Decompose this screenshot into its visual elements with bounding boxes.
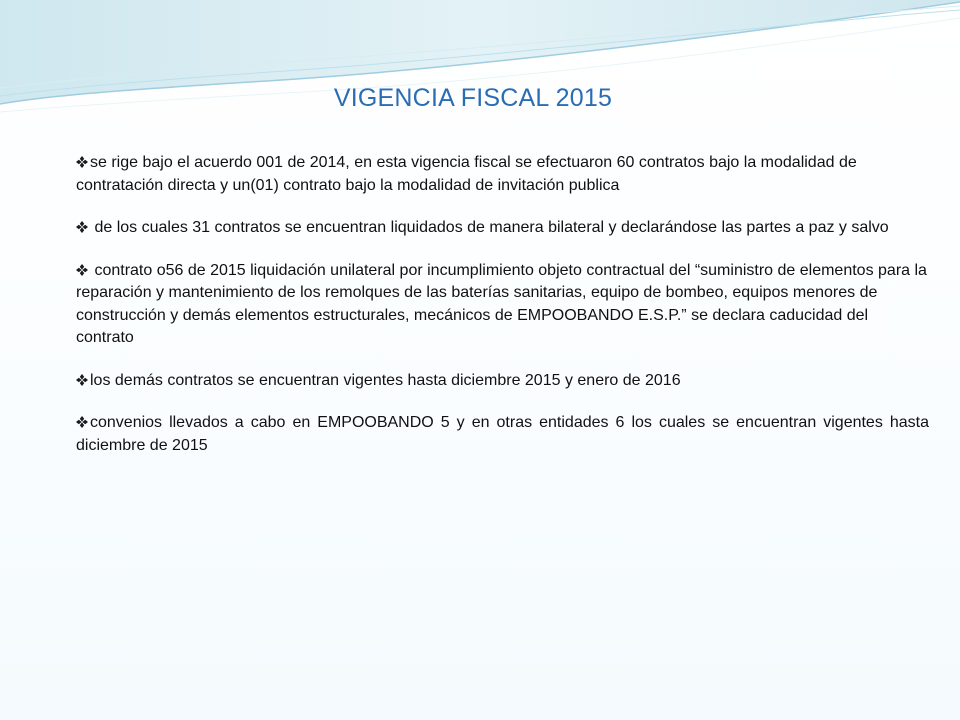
bullet-list <box>76 152 929 477</box>
four-diamond-bullet-icon <box>76 264 88 276</box>
bullet-text: de los cuales 31 contratos se encuentran liquidados de manera bilateral y declarándose las partes a paz y salvo <box>90 219 889 236</box>
four-diamond-bullet-icon <box>76 374 88 386</box>
bullet-text: los demás contratos se encuentran vigentes hasta diciembre 2015 y enero de 2016 <box>90 371 681 389</box>
four-diamond-bullet-icon <box>76 221 88 233</box>
bullet-item <box>76 152 929 197</box>
slide-title: VIGENCIA FISCAL 2015 <box>333 84 613 112</box>
bullet-item <box>76 370 929 393</box>
bullet-item <box>76 217 929 240</box>
bullet-text: convenios llevados a cabo en EMPOOBANDO 5 y en otras entidades 6 los cuales se encuentran vigentes hasta diciembre de 2015 <box>76 414 929 454</box>
bullet-text: se rige bajo el acuerdo 001 de 2014, en esta vigencia fiscal se efectuaron 60 contratos bajo la modalidad de contratación directa y un(01) contrato bajo la modalidad de invitación publica <box>76 154 857 194</box>
bullet-text: contrato o56 de 2015 liquidación unilateral por incumplimiento objeto contractual del “suministro de elementos para la reparación y mantenimiento de los remolques de las baterías sanitarias, equipo de bombeo, equipos menores de construcción y demás elementos estructurales, mecánicos de EMPOOBANDO E.S.P.” se declara caducidad del contrato <box>76 261 927 346</box>
header-wave-decoration <box>0 0 960 140</box>
four-diamond-bullet-icon <box>76 416 88 428</box>
four-diamond-bullet-icon <box>76 156 88 168</box>
bullet-item <box>76 412 929 457</box>
bullet-item <box>76 260 929 350</box>
